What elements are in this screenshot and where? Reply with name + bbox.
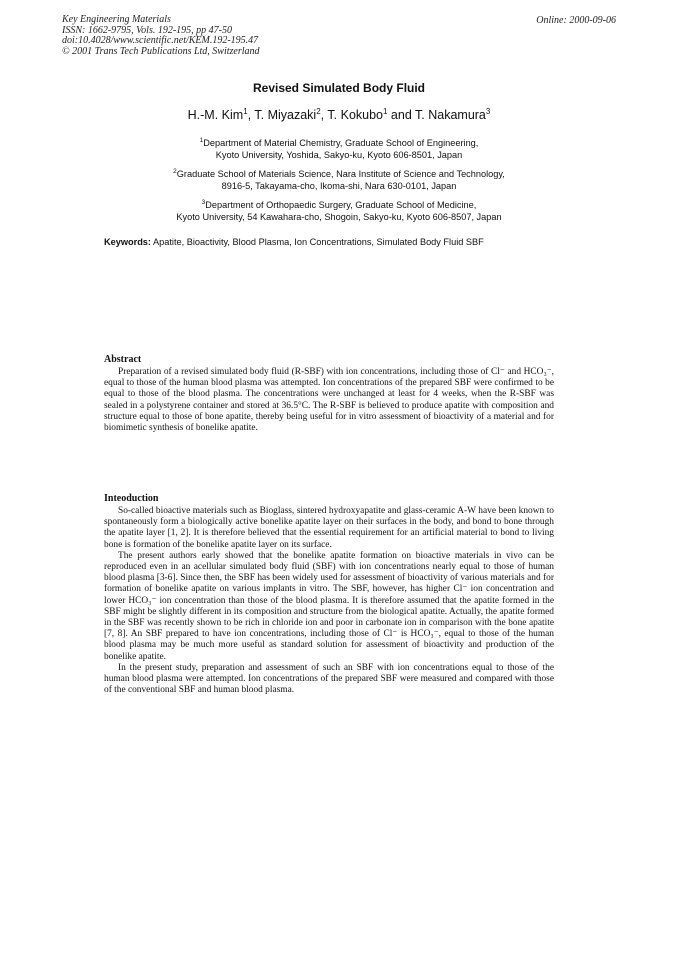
affiliation-sup: 2	[173, 168, 177, 176]
author-affil-sup: 1	[383, 107, 388, 116]
affiliation-line: Kyoto University, 54 Kawahara-cho, Shogoin, Sakyo-ku, Kyoto 606-8507, Japan	[176, 212, 502, 223]
affiliation-line: Graduate School of Materials Science, Nara Institute of Science and Technology,	[176, 169, 505, 180]
keywords-label: Keywords:	[104, 237, 151, 247]
affiliation-sup: 3	[201, 199, 206, 207]
introduction-heading: Inteoduction	[104, 493, 159, 504]
affiliation	[0, 166, 678, 192]
introduction-body	[104, 506, 554, 696]
journal-name: Key Engineering Materials	[62, 14, 171, 25]
author-list	[0, 107, 678, 122]
introduction-paragraph: The present authors early showed that the bonelike apatite formation on bioactive materials in vivo can be reproduced even in an acellular simulated body fluid (SBF) with ion concentrations nearly equal to those of human blood plasma [3-6]. Since then, the SBF has been widely used for assessment of bioactivity of various materials and for formation of bonelike apatite on various implants in vitro. The SBF, however, has higher Cl⁻ ion concentration and lower HCO₃⁻ ion concentration than those of the blood plasma. It is therefore assumed that the apatite formed in the SBF might be slightly different in its composition and structure from the biological apatite. Actually, the apatite formed in the SBF was recently shown to be rich in chloride ion and poor in carbonate ion in comparison with the bone apatite [7, 8]. An SBF prepared to have ion concentrations, including those of Cl⁻ is HCO₃⁻, equal to those of the human blood plasma may be much more useful as standard solution for assessment of bioactivity and production of the bonelike apatite.	[104, 550, 554, 662]
author-name: H.-M. Kim	[187, 108, 244, 123]
author-name: T. Nakamura	[415, 108, 486, 123]
affiliation-line: Kyoto University, Yoshida, Sakyo-ku, Kyoto 606-8501, Japan	[215, 150, 463, 161]
author-separator: and	[387, 108, 416, 123]
keywords	[104, 237, 484, 247]
affiliation	[0, 197, 678, 223]
keywords-text: Apatite, Bioactivity, Blood Plasma, Ion Concentrations, Simulated Body Fluid SBF	[153, 237, 484, 247]
author-name: T. Kokubo	[327, 108, 383, 123]
affiliation-line: Department of Material Chemistry, Graduate School of Engineering,	[203, 138, 479, 149]
journal-copyright: © 2001 Trans Tech Publications Ltd, Switzerland	[62, 45, 260, 57]
abstract-body	[104, 367, 554, 434]
author-name: T. Miyazaki	[254, 108, 317, 123]
journal-doi[interactable]: doi:10.4028/www.scientific.net/KEM.192-195.47	[62, 35, 259, 46]
author-affil-sup: 1	[243, 107, 248, 116]
abstract-paragraph: Preparation of a revised simulated body fluid (R-SBF) with ion concentrations, including those of Cl⁻ and HCO₃⁻, equal to those of the human blood plasma was attempted. Ion concentrations of the prepared SBF were confirmed to be equal to those of the blood plasma. The concentrations were unchanged at least for 4 weeks, when the R-SBF was sealed in a polystyrene container and stored at 36.5°C. The R-SBF is believed to produce apatite with composition and structure equal to those of bone apatite, thereby being useful for in vitro assessment of bioactivity of a material and for biomimetic synthesis of bonelike apatite.	[104, 367, 554, 434]
journal-header	[62, 15, 260, 57]
affiliation-line: 8916-5, Takayama-cho, Ikoma-shi, Nara 630-0101, Japan	[221, 181, 457, 192]
affiliations	[0, 135, 678, 228]
affiliation-sup: 1	[199, 137, 204, 144]
author-affil-sup: 3	[485, 107, 491, 116]
affiliation	[0, 135, 678, 161]
author-separator: ,	[320, 108, 328, 123]
abstract-heading: Abstract	[104, 354, 142, 365]
online-date: Online: 2000-09-06	[536, 15, 616, 26]
author-affil-sup: 2	[316, 107, 321, 116]
introduction-paragraph: So-called bioactive materials such as Bioglass, sintered hydroxyapatite and glass-ceramic A-W have been known to spontaneously form a biologically active bonelike apatite layer on their surfaces in the body, and bond to bone through the apatite layer [1, 2]. It is therefore believed that the essential requirement for an artificial material to bond to living bone is formation of the bonelike apatite layer on its surface.	[104, 506, 554, 550]
paper-title: Revised Simulated Body Fluid	[252, 81, 426, 95]
author-separator: ,	[247, 108, 255, 123]
journal-issn: ISSN: 1662-9795, Vols. 192-195, pp 47-50	[62, 24, 232, 36]
introduction-paragraph: In the present study, preparation and assessment of such an SBF with ion concentrations equal to those of the human blood plasma were attempted. Ion concentrations of the prepared SBF were measured and compared with those of the conventional SBF and human blood plasma.	[104, 662, 554, 696]
affiliation-line: Department of Orthopaedic Surgery, Graduate School of Medicine,	[205, 200, 477, 211]
